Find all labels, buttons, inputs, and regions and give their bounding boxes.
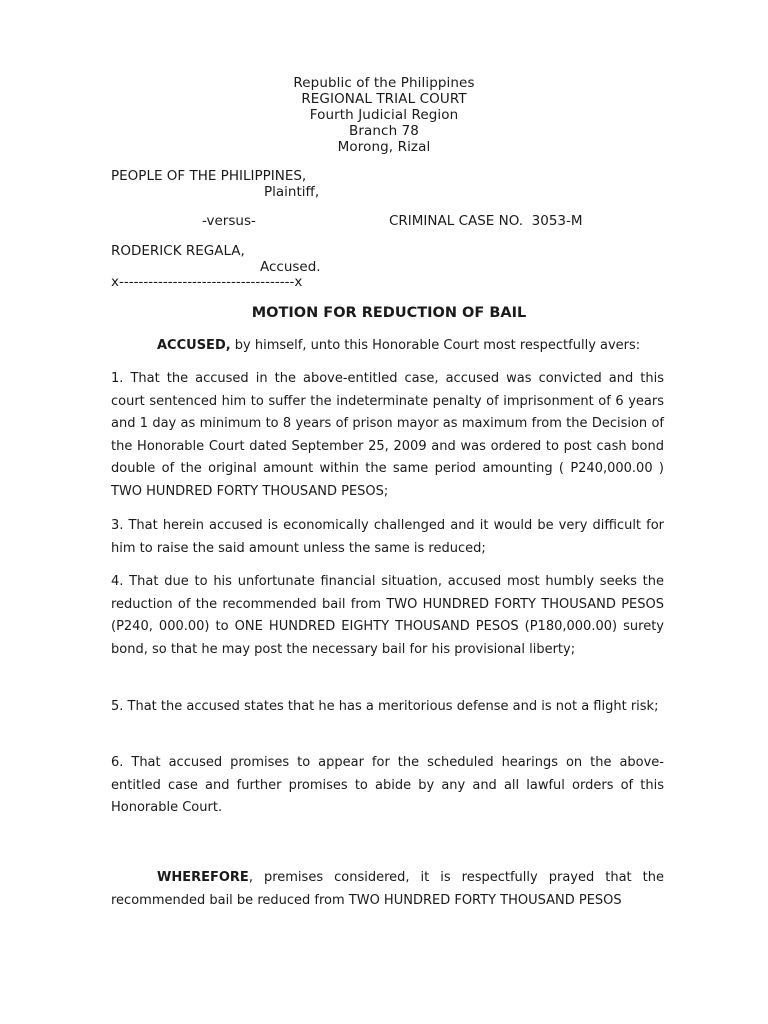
header-line-region: Fourth Judicial Region: [309, 107, 459, 123]
case-number: CRIMINAL CASE NO. 3053-M: [389, 213, 583, 229]
versus-label: -versus-: [202, 213, 256, 229]
plaintiff-name: PEOPLE OF THE PHILIPPINES,: [111, 168, 307, 184]
header-line-court: REGIONAL TRIAL COURT: [301, 91, 467, 107]
prayer-text: , premises considered, it is respectfully prayed that the recommended bail be reduced from TWO HUNDRED FORTY THOUSAND PESOS: [111, 870, 664, 908]
paragraph-3: 3. That herein accused is economically challenged and it would be very difficult for him to raise the said amount unless the same is reduced;: [111, 518, 664, 556]
intro-text: by himself, unto this Honorable Court most respectfully avers:: [230, 338, 641, 353]
intro-paragraph: [111, 335, 664, 358]
paragraph-4: 4. That due to his unfortunate financial situation, accused most humbly seeks the reduction of the recommended bail from TWO HUNDRED FORTY THOUSAND PESOS (P240, 000.00) to ONE HUNDRED EIGHTY THOUSAND PESOS (P180,000.00) surety bond, so that he may post the necessary bail for his provisional liberty;: [111, 574, 664, 657]
motion-title: MOTION FOR REDUCTION OF BAIL: [251, 305, 527, 321]
paragraph-6: 6. That accused promises to appear for the scheduled hearings on the above-entitled case and further promises to abide by any and all lawful orders of this Honorable Court.: [111, 755, 664, 815]
header-line-republic: Republic of the Philippines: [293, 75, 475, 91]
caption-separator: x------------------------------------x: [111, 274, 303, 290]
accused-role: Accused.: [260, 259, 321, 275]
accused-name: RODERICK REGALA,: [111, 243, 245, 259]
header-line-location: Morong, Rizal: [337, 139, 431, 155]
prayer-paragraph: [111, 867, 664, 912]
header-line-branch: Branch 78: [349, 123, 419, 139]
paragraph-1: 1. That the accused in the above-entitled case, accused was convicted and this court sentenced him to suffer the indeterminate penalty of imprisonment of 6 years and 1 day as minimum to 8 years of prison mayor as maximum from the Decision of the Honorable Court dated September 25, 2009 and was ordered to post cash bond double of the original amount within the same period amounting ( P240,000.00 ) TWO HUNDRED FORTY THOUSAND PESOS;: [111, 371, 664, 499]
prayer-lead: WHEREFORE: [157, 870, 249, 885]
plaintiff-role: Plaintiff,: [264, 184, 320, 200]
court-header: [0, 75, 768, 155]
intro-lead: ACCUSED,: [157, 338, 231, 353]
paragraph-5: 5. That the accused states that he has a meritorious defense and is not a flight risk;: [111, 699, 659, 714]
